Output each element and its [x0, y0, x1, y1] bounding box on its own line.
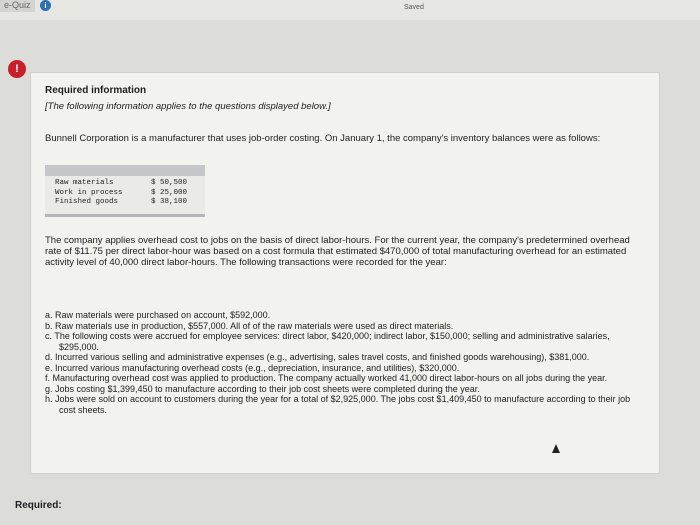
- saved-status: Saved: [404, 4, 424, 11]
- quiz-tab[interactable]: e-Quiz: [0, 0, 35, 12]
- inventory-value: $ 25,000: [151, 188, 188, 197]
- overhead-paragraph: The company applies overhead cost to jobs on the basis of direct labor-hours. For the current year, the company's predetermined overhead rate of $11.75 per direct labor-hour was based on a cost formula that estimated $470,000 of total manufacturing overhead for an estimated activity level of 40,000 direct labor-hours. The following transactions were recorded for the year:: [45, 235, 630, 268]
- inventory-value: $ 50,500: [151, 179, 188, 187]
- transactions-list: [45, 310, 640, 415]
- inventory-value: $ 38,100: [151, 198, 188, 206]
- list-item: d. Incurred various selling and administrative expenses (e.g., advertising, sales travel costs, and finished goods warehousing), $381,000.: [45, 352, 590, 362]
- list-item: c. The following costs were accrued for employee services: direct labor, $420,000; indirect labor, $150,000; selling and administrative salaries, $295,000.: [45, 331, 610, 352]
- top-bar: [0, 0, 700, 20]
- list-item: h. Jobs were sold on account to customers during the year for a total of $2,925,000. The jobs cost $1,409,450 to manufacture according to their job cost sheets.: [45, 394, 631, 415]
- table-row: [55, 179, 205, 189]
- inventory-table-footer: [45, 214, 205, 217]
- alert-icon: !: [8, 60, 26, 78]
- list-item: b. Raw materials use in production, $557,000. All of of the raw materials were used as direct materials.: [45, 320, 454, 331]
- list-item: g. Jobs costing $1,399,450 to manufacture according to their job cost sheets were completed during the year.: [45, 383, 480, 394]
- card-subtitle: [The following information applies to the questions displayed below.]: [45, 101, 331, 112]
- inventory-label: Raw materials: [55, 179, 114, 187]
- table-row: [55, 198, 205, 208]
- list-item: e. Incurred various manufacturing overhead costs (e.g., depreciation, insurance, and utilities), $320,000.: [45, 362, 460, 373]
- card-title: Required information: [45, 85, 147, 96]
- inventory-label: Finished goods: [55, 198, 119, 206]
- inventory-label: Work in process: [55, 188, 123, 197]
- table-row: [55, 189, 205, 199]
- mouse-cursor-icon: [552, 444, 560, 453]
- inventory-table: [45, 165, 205, 217]
- list-item: f. Manufacturing overhead cost was applied to production. The company actually worked 41,000 direct labor-hours on all jobs during the year.: [45, 373, 608, 383]
- list-item: a. Raw materials were purchased on account, $592,000.: [45, 310, 271, 320]
- inventory-table-header: [45, 165, 205, 176]
- info-badge-icon[interactable]: i: [40, 0, 51, 11]
- required-label: Required:: [15, 500, 62, 511]
- intro-paragraph: Bunnell Corporation is a manufacturer that uses job-order costing. On January 1, the company's inventory balances were as follows:: [45, 133, 601, 144]
